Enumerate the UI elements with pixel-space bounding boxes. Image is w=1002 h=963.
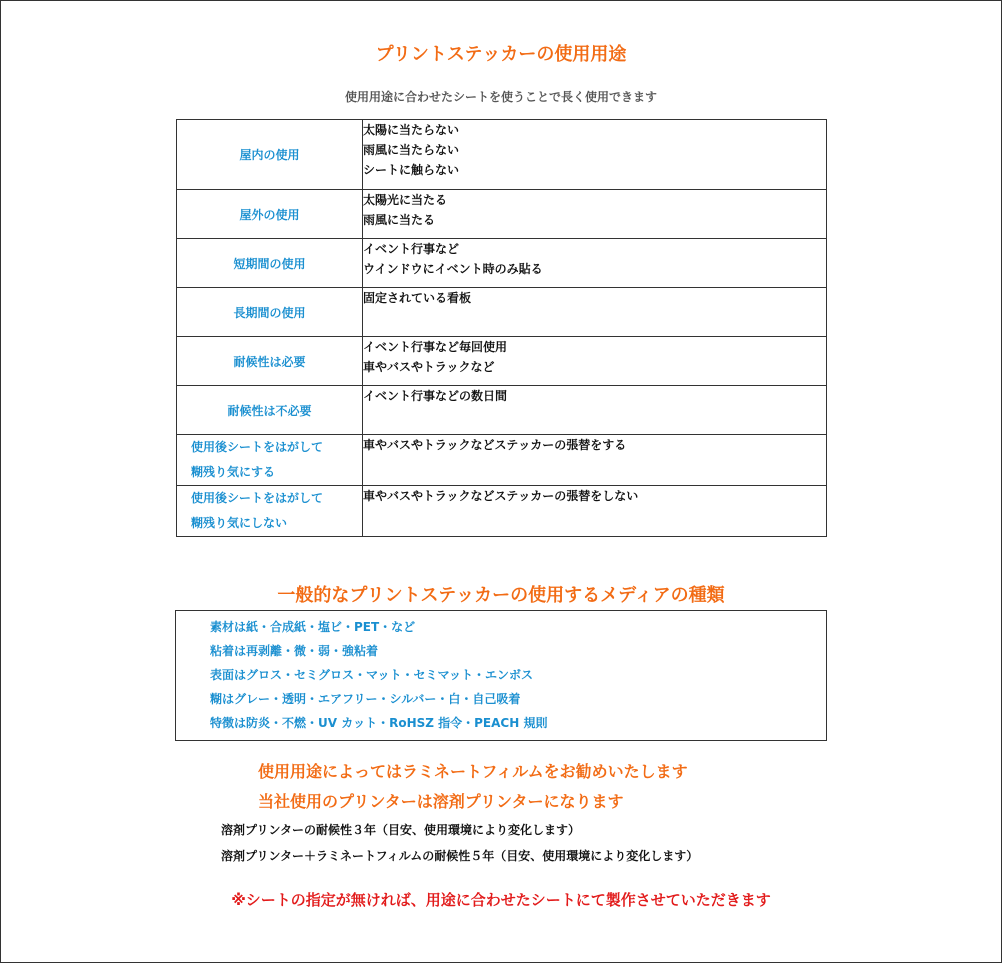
usage-label-line: 屋外の使用 xyxy=(239,207,300,222)
usage-label xyxy=(177,120,363,190)
usage-description-line: 雨風に当たらない xyxy=(363,143,460,157)
usage-title: プリントステッカーの使用用途 xyxy=(375,44,627,65)
usage-description-line: 太陽に当たらない xyxy=(363,123,460,137)
usage-description-line: 雨風に当たる xyxy=(363,213,436,227)
usage-description-line: ウインドウにイベント時のみ貼る xyxy=(363,262,543,276)
usage-description-line: 車やバスやトラックなどステッカーの張替をする xyxy=(363,438,627,452)
usage-row xyxy=(177,190,827,239)
usage-description-line: イベント行事など xyxy=(363,242,460,256)
usage-label-line: 使用後シートをはがして xyxy=(191,491,324,505)
usage-row xyxy=(177,486,827,537)
media-box xyxy=(175,610,827,741)
usage-description xyxy=(363,386,827,435)
usage-description xyxy=(363,190,827,239)
usage-description xyxy=(363,239,827,288)
usage-description-line: 太陽光に当たる xyxy=(363,193,448,207)
usage-label-line: 糊残り気にしない xyxy=(191,516,288,530)
media-item-material: 素材は紙・合成紙・塩ビ・PET・など xyxy=(210,620,416,634)
usage-row xyxy=(177,288,827,337)
usage-description-line: 固定されている看板 xyxy=(363,291,472,305)
usage-description-line: 車やバスやトラックなどステッカーの張替をしない xyxy=(363,489,639,503)
media-title: 一般的なプリントステッカーの使用するメディアの種類 xyxy=(277,585,725,606)
printer-note: 当社使用のプリンターは溶剤プリンターになります xyxy=(258,792,624,811)
usage-description-line: イベント行事など毎回使用 xyxy=(363,340,508,354)
usage-description xyxy=(363,486,827,537)
usage-description-line: シートに触らない xyxy=(363,163,460,177)
usage-label-line: 使用後シートをはがして xyxy=(191,440,324,454)
usage-label-line: 耐候性は不必要 xyxy=(227,403,312,418)
usage-label xyxy=(177,190,363,239)
media-item-adhesive: 粘着は再剥離・微・弱・強粘着 xyxy=(210,644,379,658)
durability-solvent: 溶剤プリンターの耐候性３年（目安、使用環境により変化します） xyxy=(221,823,581,837)
usage-description xyxy=(363,435,827,486)
usage-label xyxy=(177,486,363,537)
usage-row xyxy=(177,337,827,386)
usage-table xyxy=(176,119,827,537)
media-item-surface: 表面はグロス・セミグロス・マット・セミマット・エンボス xyxy=(210,668,534,682)
usage-description xyxy=(363,337,827,386)
usage-label-line: 短期間の使用 xyxy=(233,256,306,271)
usage-row xyxy=(177,120,827,190)
usage-subtitle: 使用用途に合わせたシートを使うことで長く使用できます xyxy=(344,90,657,104)
usage-label xyxy=(177,239,363,288)
usage-label xyxy=(177,288,363,337)
usage-row xyxy=(177,435,827,486)
usage-row xyxy=(177,386,827,435)
laminate-recommendation: 使用用途によってはラミネートフィルムをお勧めいたします xyxy=(258,762,688,781)
durability-laminate: 溶剤プリンター＋ラミネートフィルムの耐候性５年（目安、使用環境により変化します） xyxy=(221,849,699,863)
usage-description-line: イベント行事などの数日間 xyxy=(363,389,508,403)
sheet-default-note: ※シートの指定が無ければ、用途に合わせたシートにて製作させていただきます xyxy=(231,891,771,909)
media-item-features: 特徴は防炎・不燃・UV カット・RoHSZ 指令・PEACH 規則 xyxy=(210,716,548,730)
media-item-glue: 糊はグレー・透明・エアフリー・シルバー・白・自己吸着 xyxy=(210,692,521,706)
usage-label-line: 耐候性は必要 xyxy=(233,354,306,369)
usage-description xyxy=(363,120,827,190)
usage-label-line: 長期間の使用 xyxy=(233,305,306,320)
usage-label xyxy=(177,337,363,386)
usage-description xyxy=(363,288,827,337)
usage-label-line: 糊残り気にする xyxy=(191,465,276,479)
usage-row xyxy=(177,239,827,288)
usage-label xyxy=(177,435,363,486)
usage-label xyxy=(177,386,363,435)
usage-label-line: 屋内の使用 xyxy=(239,148,300,162)
usage-description-line: 車やバスやトラックなど xyxy=(363,360,495,374)
